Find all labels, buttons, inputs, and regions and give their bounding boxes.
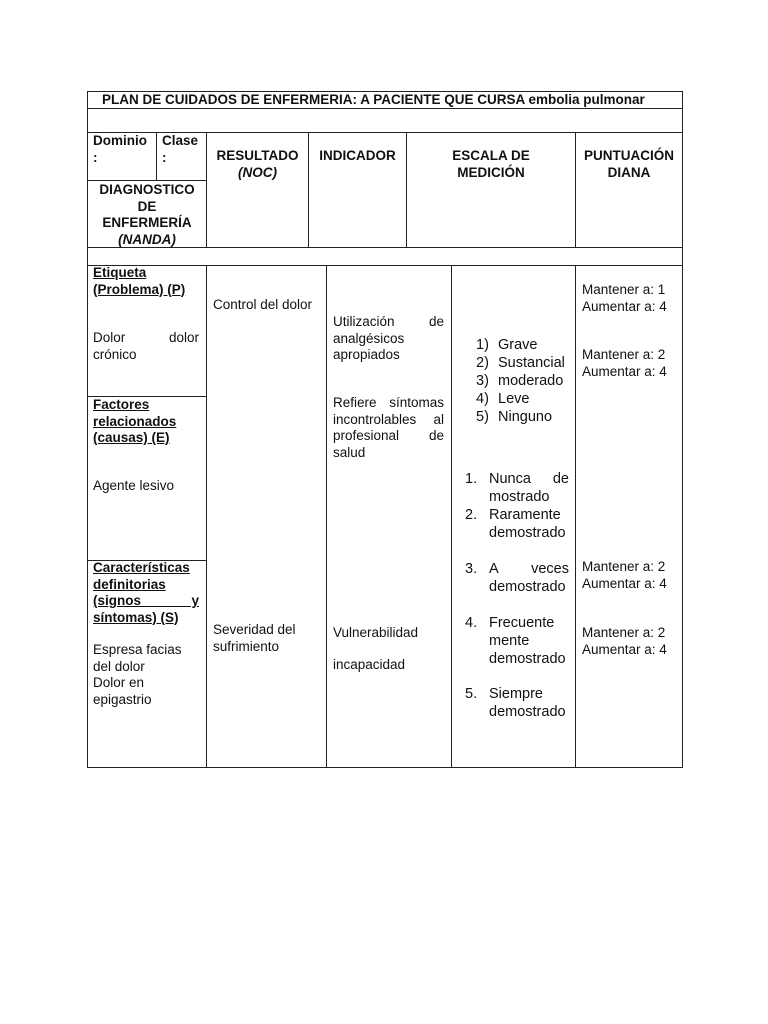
escala-list-2 bbox=[465, 470, 569, 721]
factores-heading: Factores relacionados (causas) (E) bbox=[93, 397, 177, 445]
resultado-item: Control del dolor bbox=[213, 297, 313, 312]
indicador-item bbox=[333, 314, 444, 364]
list-label: A veces demostrado bbox=[489, 561, 569, 595]
list-number: 1. bbox=[465, 471, 478, 487]
escala-line-2: MEDICIÓN bbox=[457, 164, 525, 180]
indicador-label: INDICADOR bbox=[319, 148, 396, 163]
caracteristicas-value-2: Dolor en epigastrio bbox=[93, 675, 152, 707]
header-dominio bbox=[93, 133, 147, 166]
escala-list-1 bbox=[476, 336, 572, 426]
header-clase bbox=[162, 133, 198, 166]
puntuacion-entry bbox=[582, 282, 680, 315]
header-escala bbox=[407, 148, 575, 181]
caracteristicas-heading-text: Características definitorias (signos y síntomas) (S) bbox=[93, 560, 199, 625]
indicador-item: Vulnerabilidad bbox=[333, 625, 419, 640]
header-indicador bbox=[309, 148, 406, 165]
mantener-value: Mantener a: 2 bbox=[582, 347, 666, 362]
list-item bbox=[465, 506, 569, 542]
mantener-value: Mantener a: 2 bbox=[582, 559, 666, 574]
aumentar-value: Aumentar a: 4 bbox=[582, 641, 667, 657]
resultado-tag: (NOC) bbox=[238, 164, 277, 180]
list-number: 2. bbox=[465, 507, 478, 523]
list-item bbox=[465, 470, 569, 506]
list-label: moderado bbox=[498, 373, 564, 389]
list-number: 3) bbox=[476, 373, 489, 389]
list-item bbox=[476, 354, 572, 372]
header-puntuacion bbox=[576, 148, 682, 181]
list-label: Siempre demostrado bbox=[489, 686, 566, 720]
list-label: Ninguno bbox=[498, 409, 553, 425]
indicador-text: Utilización de analgésicos apropiados bbox=[333, 314, 444, 362]
puntuacion-entry bbox=[582, 347, 680, 380]
list-item bbox=[465, 685, 569, 721]
list-number: 1) bbox=[476, 337, 489, 353]
list-number: 3. bbox=[465, 561, 478, 577]
dominio-label: Dominio bbox=[93, 133, 147, 148]
list-number: 5. bbox=[465, 686, 478, 702]
diagnostico-line-1: DIAGNOSTICO bbox=[99, 182, 195, 197]
indicador-text: Refiere síntomas incontrolables al profesional de salud bbox=[333, 395, 444, 460]
aumentar-value: Aumentar a: 4 bbox=[582, 363, 667, 379]
plan-title bbox=[102, 92, 645, 109]
aumentar-value: Aumentar a: 4 bbox=[582, 575, 667, 591]
puntuacion-line-1: PUNTUACIÓN bbox=[584, 148, 674, 163]
factores-value: Agente lesivo bbox=[93, 478, 175, 493]
list-label: Nunca de mostrado bbox=[489, 471, 569, 505]
list-number: 4) bbox=[476, 391, 489, 407]
dominio-colon: : bbox=[93, 149, 98, 165]
list-number: 2) bbox=[476, 355, 489, 371]
mantener-value: Mantener a: 1 bbox=[582, 282, 666, 297]
header-diagnostico bbox=[88, 182, 206, 248]
indicador-item bbox=[333, 395, 444, 461]
list-label: Grave bbox=[498, 337, 538, 353]
etiqueta-heading: Etiqueta (Problema) (P) bbox=[93, 265, 186, 297]
list-item bbox=[476, 390, 572, 408]
list-label: Frecuente mente demostrado bbox=[489, 615, 566, 667]
escala-line-1: ESCALA DE bbox=[452, 148, 530, 163]
caracteristicas-value-1: Espresa facias del dolor bbox=[93, 642, 182, 674]
list-item bbox=[465, 560, 569, 596]
diagnostico-line-3: ENFERMERÍA bbox=[102, 215, 192, 230]
puntuacion-line-2: DIANA bbox=[607, 164, 651, 180]
resultado-item: Severidad del sufrimiento bbox=[213, 622, 296, 654]
clase-colon: : bbox=[162, 149, 167, 165]
plan-title-emphasis: embolia pulmonar bbox=[528, 92, 645, 107]
clase-label: Clase bbox=[162, 133, 199, 148]
puntuacion-entry bbox=[582, 559, 680, 592]
list-label: Raramente demostrado bbox=[489, 507, 566, 541]
indicador-item: incapacidad bbox=[333, 657, 406, 672]
list-label: Leve bbox=[498, 391, 530, 407]
diagnostico-line-2: DE bbox=[137, 198, 157, 214]
list-item bbox=[476, 336, 572, 354]
list-number: 5) bbox=[476, 409, 489, 425]
list-label: Sustancial bbox=[498, 355, 565, 371]
header-resultado bbox=[207, 148, 308, 181]
puntuacion-entry bbox=[582, 625, 680, 658]
list-item bbox=[476, 408, 572, 426]
resultado-label: RESULTADO bbox=[216, 148, 299, 163]
list-item bbox=[465, 614, 569, 668]
aumentar-value: Aumentar a: 4 bbox=[582, 298, 667, 314]
plan-title-main: PLAN DE CUIDADOS DE ENFERMERIA: A PACIENTE QUE CURSA bbox=[102, 92, 529, 107]
list-number: 4. bbox=[465, 615, 478, 631]
mantener-value: Mantener a: 2 bbox=[582, 625, 666, 640]
caracteristicas-heading bbox=[93, 560, 199, 626]
diagnostico-tag: (NANDA) bbox=[118, 231, 176, 247]
etiqueta-value: Dolor dolor crónico bbox=[93, 330, 199, 362]
list-item bbox=[476, 372, 572, 390]
